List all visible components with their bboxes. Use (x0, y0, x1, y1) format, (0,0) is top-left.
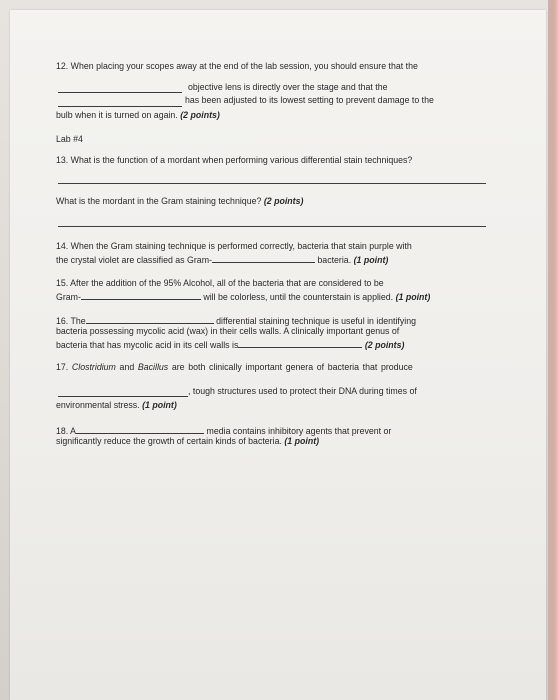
q16-points: (2 points) (364, 340, 405, 350)
q12-line2: objective lens is directly over the stage and that the (188, 82, 388, 92)
q14-blank[interactable] (212, 253, 315, 263)
q14-line1: 14. When the Gram staining technique is performed correctly, bacteria that stain purple with (56, 241, 412, 251)
q12-line4 (56, 110, 220, 121)
q17-line3 (56, 400, 177, 411)
q13-answer-line-2[interactable] (58, 226, 486, 227)
q14-line2b: bacteria. (317, 255, 352, 265)
q15-line1: 15. After the addition of the 95% Alcohol, all of the bacteria that are considered to be (56, 278, 384, 288)
q12-blank-1[interactable] (58, 83, 182, 93)
q18-blank[interactable] (76, 424, 204, 434)
q17-rest1: are both clinically important genera of bacteria that produce (171, 362, 413, 372)
q13-points: (2 points) (263, 196, 304, 206)
q15-line2a: Gram- (56, 292, 81, 302)
q12-points: (2 points) (180, 110, 220, 120)
q18-points: (1 point) (284, 436, 320, 446)
q12-line3: has been adjusted to its lowest setting to prevent damage to the (185, 95, 434, 105)
q17-points: (1 point) (142, 400, 177, 410)
q15-points: (1 point) (395, 292, 431, 302)
q12-line1: 12. When placing your scopes away at the end of the lab session, you should ensure that the (56, 61, 418, 71)
q18-line1b: media contains inhibitory agents that prevent or (206, 426, 392, 436)
q13-sub (56, 196, 303, 207)
q13-text: 13. What is the function of a mordant when performing various differential stain techniques? (56, 155, 413, 165)
q16-line3 (56, 338, 404, 351)
q16-blank-1[interactable] (86, 314, 214, 324)
q14-points: (1 point) (353, 255, 389, 265)
lab-heading: Lab #4 (56, 134, 83, 144)
q17-line2: , tough structures used to protect their DNA during times of (188, 386, 417, 396)
q17-genus-1: Clostridium (71, 362, 116, 372)
q15-line2b: will be colorless, until the counterstain is applied. (203, 292, 394, 302)
q13-sub-text: What is the mordant in the Gram staining technique? (56, 196, 262, 206)
q15-line2 (56, 290, 430, 303)
q18-line2-text: significantly reduce the growth of certain kinds of bacteria. (56, 436, 282, 446)
q17-genus-2: Bacillus (137, 362, 169, 372)
q18-line2 (56, 436, 319, 447)
q17-num: 17. (56, 362, 69, 372)
q14-line2a: the crystal violet are classified as Gram- (56, 255, 212, 265)
q16-blank-2[interactable] (238, 338, 362, 348)
q12-line4-text: bulb when it is turned on again. (56, 110, 178, 120)
q16-line3a: bacteria that has mycolic acid in its cell walls is (56, 340, 239, 350)
q15-blank[interactable] (81, 290, 201, 300)
q16-line2: bacteria possessing mycolic acid (wax) in their cells walls. A clinically important genus of (56, 326, 400, 336)
q16-line1b: differential staining technique is useful in identifying (216, 316, 416, 326)
background-edge (548, 0, 558, 700)
q14-line2 (56, 253, 388, 266)
q17-and: and (119, 362, 135, 372)
q18-line1a: 18. A (56, 426, 77, 436)
q13-answer-line-1[interactable] (58, 183, 486, 184)
q17-line1 (56, 362, 413, 373)
q16-line1a: 16. The (56, 316, 86, 326)
q17-line3-text: environmental stress. (56, 400, 140, 410)
q12-blank-2[interactable] (58, 97, 182, 107)
q17-blank[interactable] (58, 387, 188, 397)
worksheet-page (10, 10, 546, 700)
